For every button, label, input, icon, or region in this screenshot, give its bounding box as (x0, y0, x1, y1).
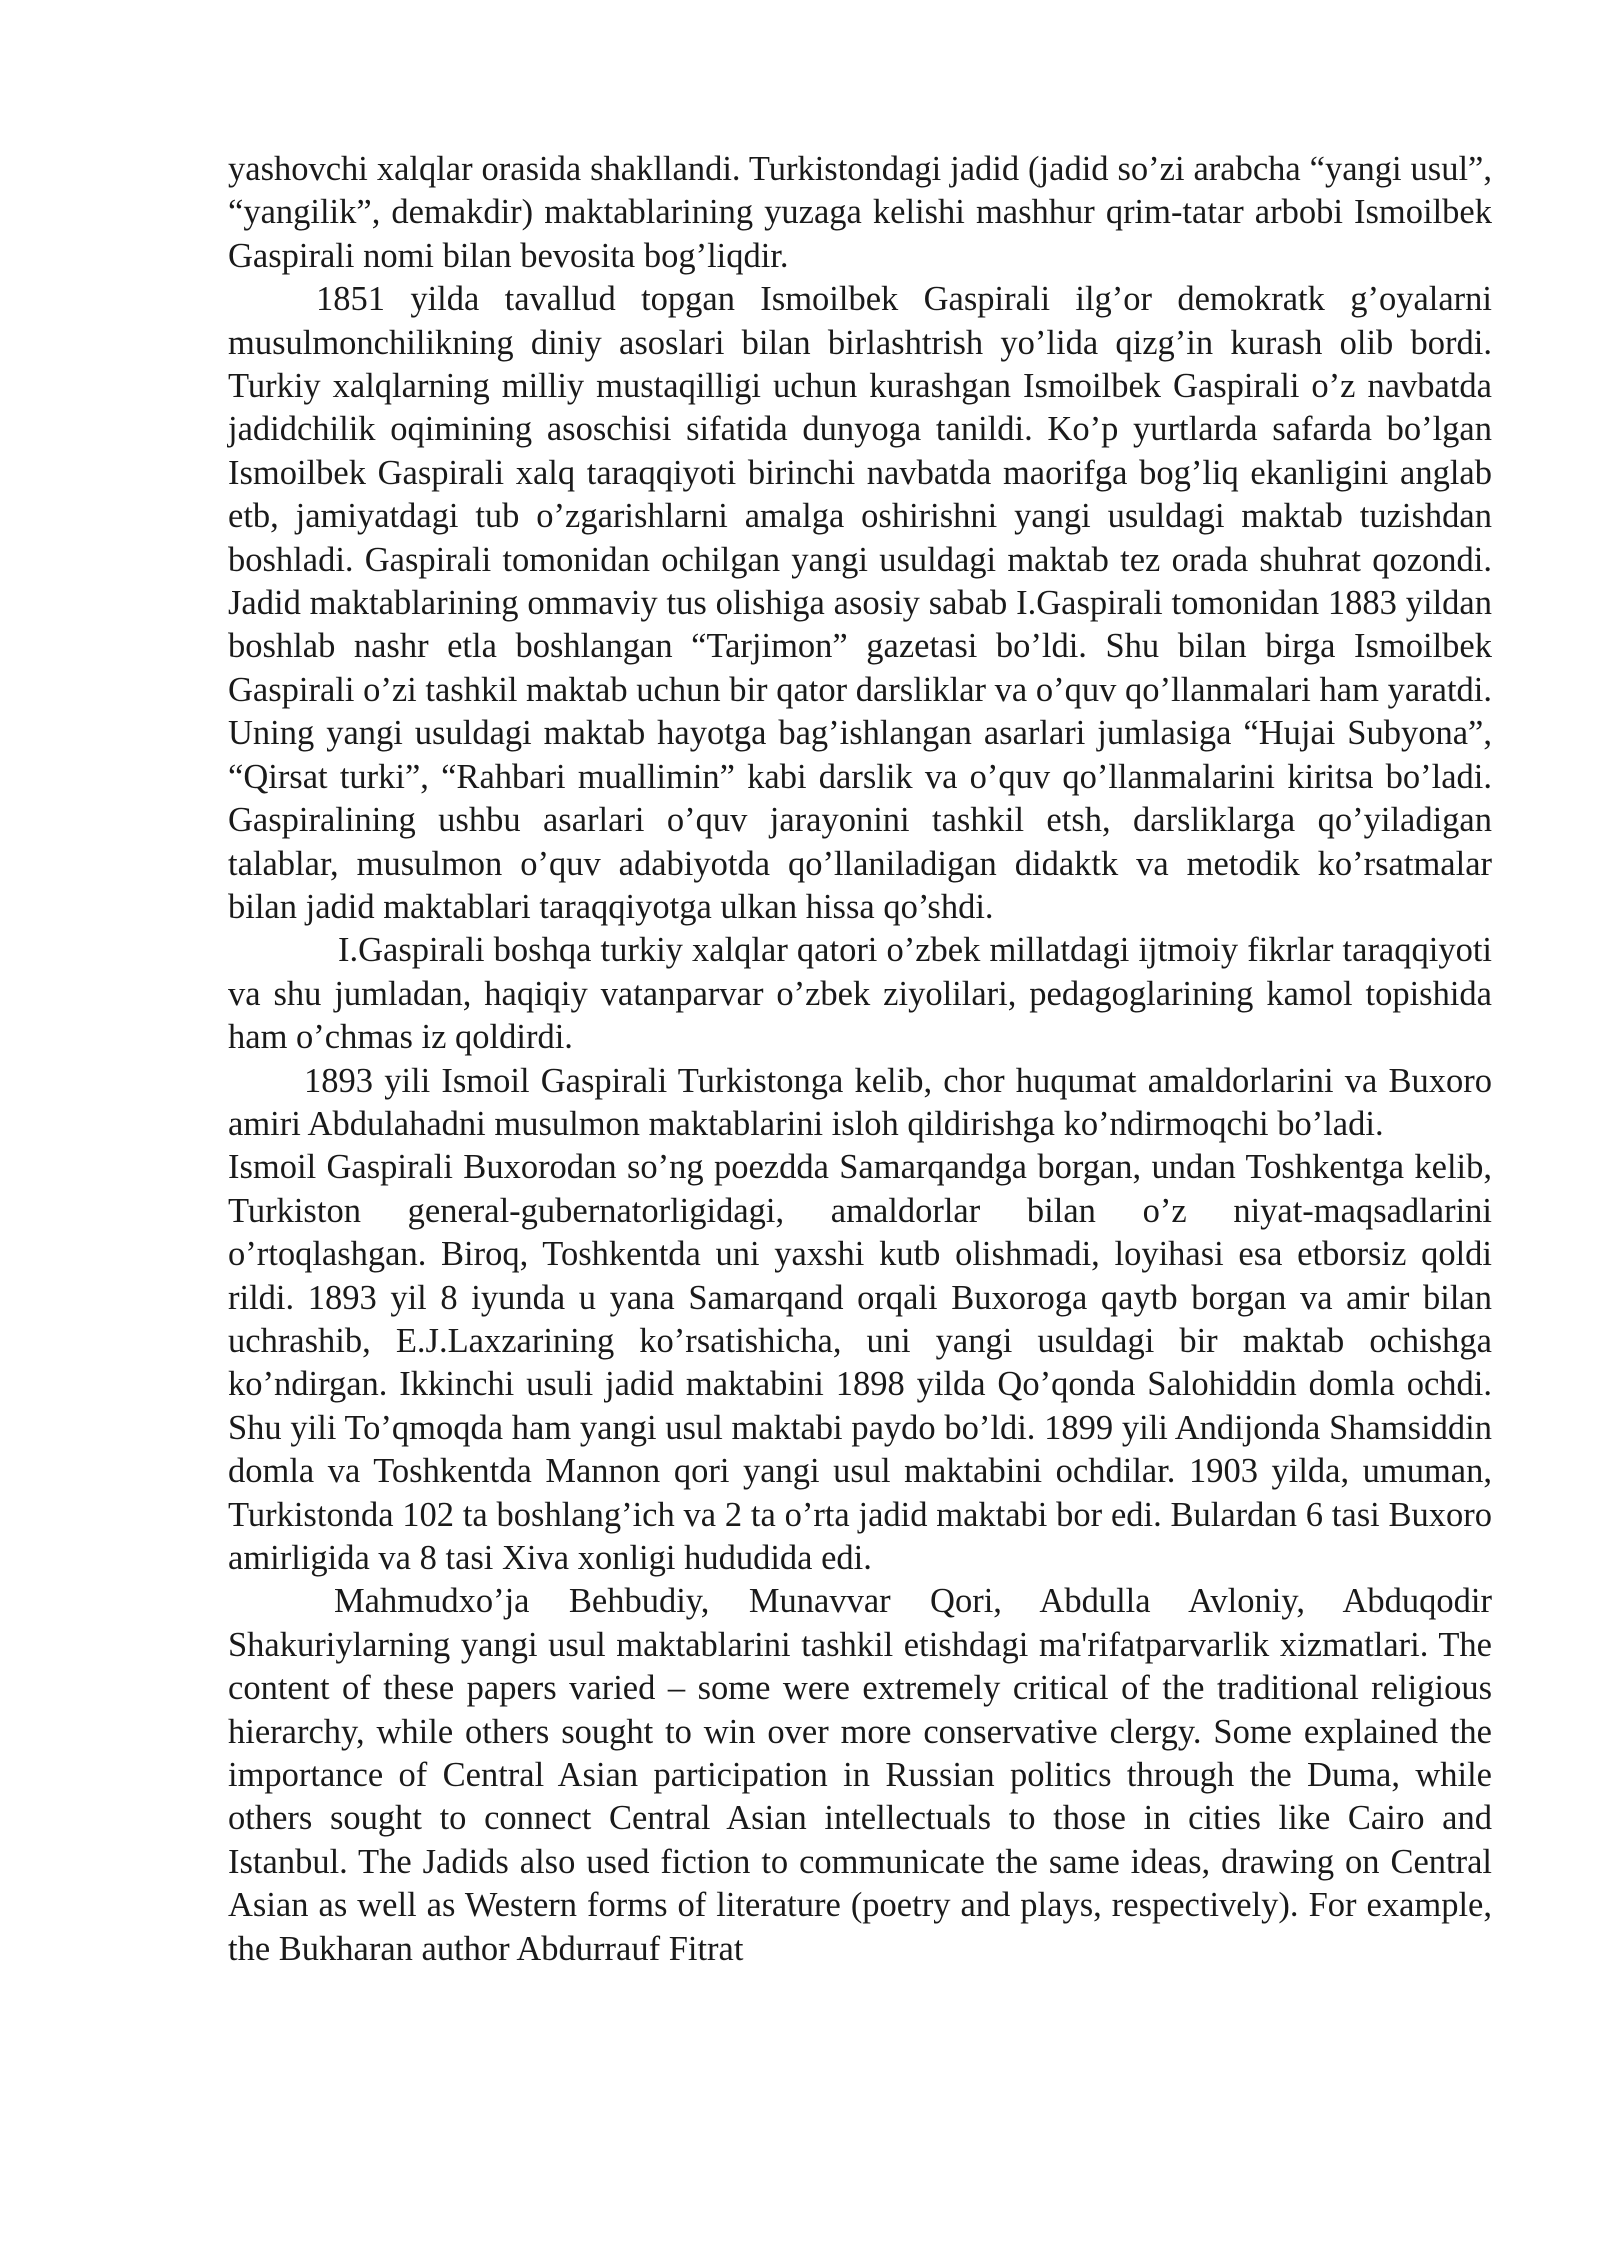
paragraph-turkestan-visit: 1893 yili Ismoil Gaspirali Turkistonga kelib, chor huqumat amaldorlarini va Buxoro amiri Abdulahadni musulmon maktablarini isloh qildirishga ko’ndirmoqchi bo’ladi. (228, 1061, 1492, 1143)
paragraph-jadid-enlighteners: Mahmudxo’ja Behbudiy, Munavvar Qori, Abdulla Avloniy, Abduqodir Shakuriylarning yangi usul maktablarini tashkil etishdagi ma'rifatparvarlik xizmatlari. The content of these papers varied – some were extremely critical of the traditional religious hierarchy, while others sought to win over more conservative clergy. Some explained the importance of Central Asian participation in Russian politics through the Duma, while others sought to connect Central Asian intellectuals to those in cities like Cairo and Istanbul. The Jadids also used fiction to communicate the same ideas, drawing on Central Asian as well as Western forms of literature (poetry and plays, respectively). For example, the Bukharan author Abdurrauf Fitrat (228, 1582, 1492, 1968)
document-page (228, 148, 1492, 1971)
paragraph-gaspirali-influence: I.Gaspirali boshqa turkiy xalqlar qatori o’zbek millatdagi ijtmoiy fikrlar taraqqiyoti va shu jumladan, haqiqiy vatanparvar o’zbek ziyolilari, pedagoglarining kamol topishida ham o’chmas iz qoldirdi. (228, 931, 1492, 1057)
paragraph-jadid-schools-spread: Ismoil Gaspirali Buxorodan so’ng poezdda Samarqandga borgan, undan Toshkentga kelib, Turkiston general-gubernatorligidagi, amaldorlar bilan o’z niyat-maqsadlarini o’rtoqlashgan. Biroq, Toshkentda uni yaxshi kutb olishmadi, loyihasi esa etborsiz qoldi rildi. 1893 yil 8 iyunda u yana Samarqand orqali Buxoroga qaytb borgan va amir bilan uchrashib, E.J.Laxzarining ko’rsatishicha, uni yangi usuldagi bir maktab ochishga ko’ndirgan. Ikkinchi usuli jadid maktabini 1898 yilda Qo’qonda Salohiddin domla ochdi. Shu yili To’qmoqda ham yangi usul maktabi paydo bo’ldi. 1899 yili Andijonda Shamsiddin domla va Toshkentda Mannon qori yangi usul maktabini ochdilar. 1903 yilda, umuman, Turkistonda 102 ta boshlang’ich va 2 ta o’rta jadid maktabi bor edi. Bulardan 6 tasi Buxoro amirligida va 8 tasi Xiva xonligi hududida edi. (228, 1148, 1492, 1577)
paragraph-jadid-origins: yashovchi xalqlar orasida shakllandi. Turkistondagi jadid (jadid so’zi arabcha “yangi usul”, “yangilik”, demakdir) maktablarining yuzaga kelishi mashhur qrim-tatar arbobi Ismoilbek Gaspirali nomi bilan bevosita bog’liqdir. (228, 150, 1492, 275)
paragraph-gaspirali-biography: 1851 yilda tavallud topgan Ismoilbek Gaspirali ilg’or demokratk g’oyalarni musulmonchilikning diniy asoslari bilan birlashtrish yo’lida qizg’in kurash olib bordi. Turkiy xalqlarning milliy mustaqilligi uchun kurashgan Ismoilbek Gaspirali o’z navbatda jadidchilik oqimining asoschisi sifatida dunyoga tanildi. Ko’p yurtlarda safarda bo’lgan Ismoilbek Gaspirali xalq taraqqiyoti birinchi navbatda maorifga bog’liq ekanligini anglab etb, jamiyatdagi tub o’zgarishlarni amalga oshirishni yangi usuldagi maktab tuzishdan boshladi. Gaspirali tomonidan ochilgan yangi usuldagi maktab tez orada shuhrat qozondi. Jadid maktablarining ommaviy tus olishiga asosiy sabab I.Gaspirali tomonidan 1883 yildan boshlab nashr etla boshlangan “Tarjimon” gazetasi bo’ldi. Shu bilan birga Ismoilbek Gaspirali o’zi tashkil maktab uchun bir qator darsliklar va o’quv qo’llanmalari ham yaratdi. Uning yangi usuldagi maktab hayotga bag’ishlangan asarlari jumlasiga “Hujai Subyona”, “Qirsat turki”, “Rahbari muallimin” kabi darslik va o’quv qo’llanmalarini kiritsa bo’ladi. Gaspiralining ushbu asarlari o’quv jarayonini tashkil etsh, darsliklarga qo’yiladigan talablar, musulmon o’quv adabiyotda qo’llaniladigan didaktk va metodik ko’rsatmalar bilan jadid maktablari taraqqiyotga ulkan hissa qo’shdi. (228, 280, 1492, 926)
